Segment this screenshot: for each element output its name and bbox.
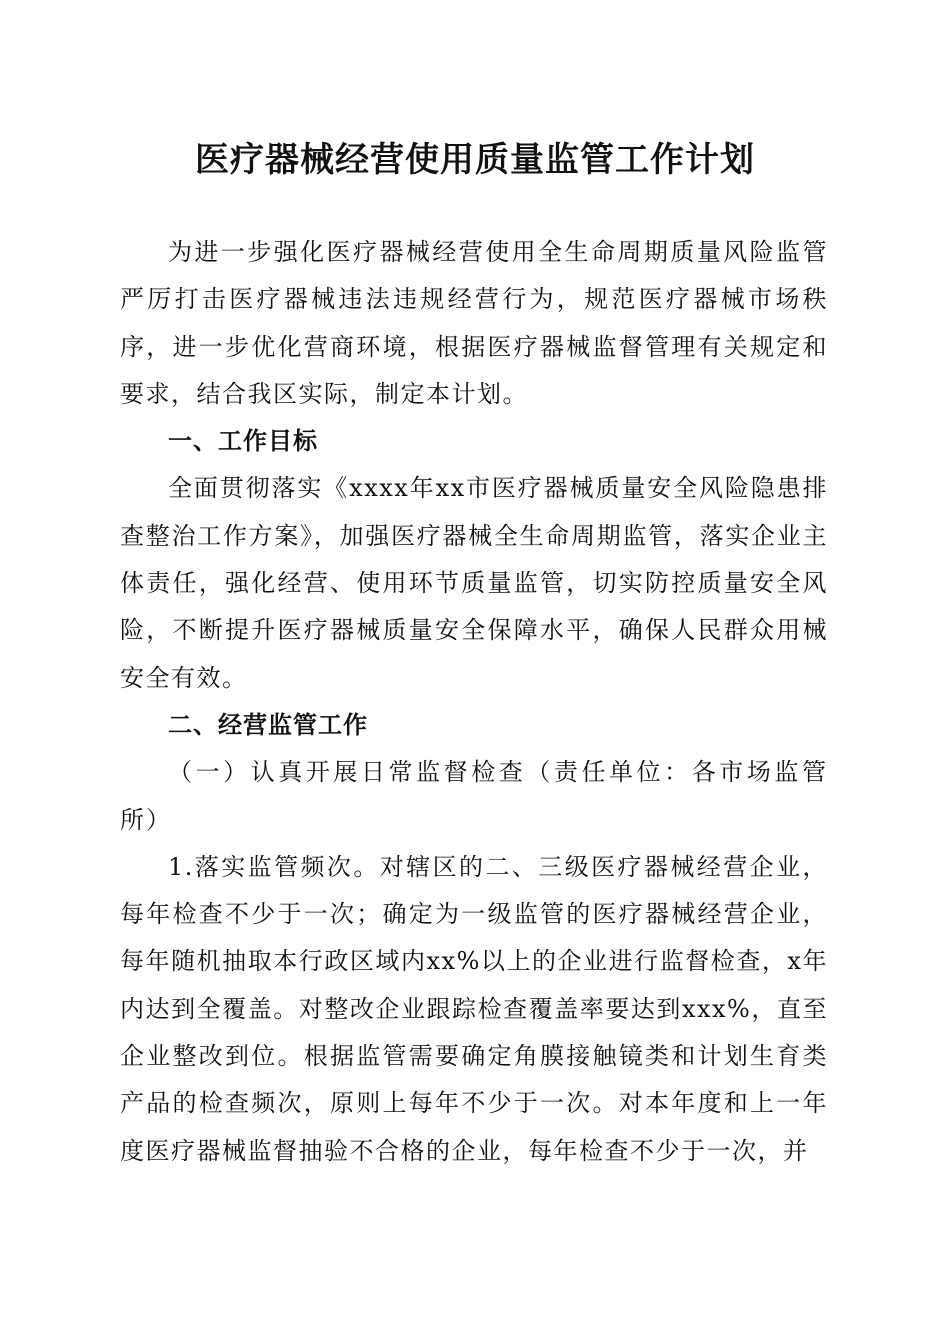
goals-paragraph: 全面贯彻落实《xxxx年xx市医疗器械质量安全风险隐患排查整治工作方案》，加强医疗器械全生命周期监管，落实企业主体责任，强化经营、使用环节质量监管，切实防控质量安全风险，不断提升医疗器械质量安全保障水平，确保人民群众用械安全有效。 [120,474,828,692]
section-heading-goals: 一、工作目标 [168,427,318,456]
document-title: 医疗器械经营使用质量监管工作计划 [195,140,755,180]
document-body [120,229,828,1175]
item-paragraph-inspection-frequency: 1.落实监管频次。对辖区的二、三级医疗器械经营企业，每年检查不少于一次；确定为一级监管的医疗器械经营企业，每年随机抽取本行政区域内xx%以上的企业进行监督检查，x年内达到全覆盖。对整改企业跟踪检查覆盖率要达到xxx%，直至企业整改到位。根据监管需要确定角膜接触镜类和计划生育类产品的检查频次，原则上每年不少于一次。对本年度和上一年度医疗器械监督抽验不合格的企业，每年检查不少于一次，并 [120,852,828,1165]
subsection-heading-daily-inspection: （一）认真开展日常监督检查（责任单位：各市场监管所） [120,758,828,834]
section-heading-operation-supervision: 二、经营监管工作 [168,710,368,739]
intro-paragraph: 为进一步强化医疗器械经营使用全生命周期质量风险监管严厉打击医疗器械违法违规经营行为，规范医疗器械市场秩序，进一步优化营商环境，根据医疗器械监督管理有关规定和要求，结合我区实际，制定本计划。 [120,238,828,408]
